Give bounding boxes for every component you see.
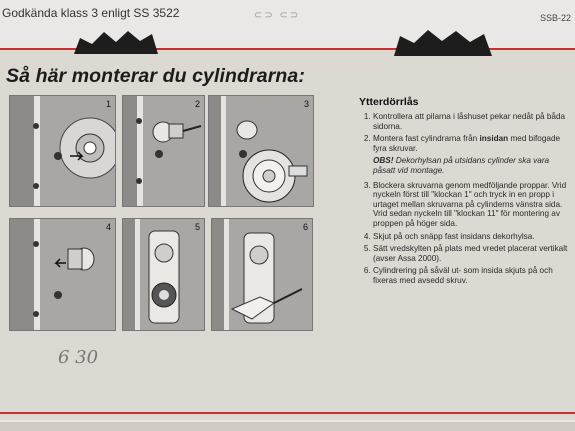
step-panel-3	[208, 95, 314, 207]
left-tab-shape	[74, 28, 158, 54]
step-panel-4	[9, 218, 116, 331]
panel-number: 1	[105, 99, 111, 109]
panel-number: 3	[303, 99, 309, 109]
instruction-step: 2. Montera fast cylindrarna från insidan med bifogade fyra skruvar.	[373, 134, 569, 153]
step-panel-1	[9, 95, 116, 207]
instruction-step: 3. Blockera skruvarna genom medföljande proppar. Vrid nyckeln först till "klockan 1" och tryck in en propp i urtaget mellan skruvarna på cylinderns vänstra sida. Vrid sedan nyckeln till "klockan 11" för montering av proppen på höger sida.	[373, 181, 569, 229]
bottom-edge	[0, 422, 575, 431]
step-panel-6	[211, 218, 313, 331]
panel-number: 6	[302, 222, 308, 232]
cylinder-illustration-4	[10, 219, 115, 330]
instruction-list	[359, 112, 569, 153]
panel-number: 4	[105, 222, 111, 232]
cylinder-illustration-5	[123, 219, 204, 330]
instruction-step: 6. Cylindrering på såväl ut- som insida skjuts på och fixeras med avsedd skruv.	[373, 266, 569, 285]
step-panel-2	[122, 95, 205, 207]
instruction-step: 5. Sätt vredskylten på plats med vredet placerat vertikalt (avser Assa 2000).	[373, 244, 569, 263]
product-code: SSB-22	[539, 13, 571, 23]
cylinder-illustration-3	[209, 96, 313, 206]
cylinder-illustration-6	[212, 219, 312, 330]
instruction-step: 4. Skjut på och snäpp fast insidans dekorhylsa.	[373, 232, 569, 242]
panel-number: 5	[194, 222, 200, 232]
instruction-step: 1. Kontrollera att pilarna i låshuset pekar nedåt på båda sidorna.	[373, 112, 569, 131]
panel-number: 2	[194, 99, 200, 109]
cylinder-illustration-1	[10, 96, 115, 206]
bottom-red-line	[0, 412, 575, 414]
cylinder-illustration-2	[123, 96, 204, 206]
obs-note: OBS! Dekorhylsan på utsidans cylinder ska vara påsatt vid montage.	[373, 156, 550, 175]
handwritten-note: 6 30	[58, 347, 99, 368]
hanger-slot-icon: ⊂⊃ ⊂⊃	[254, 10, 301, 21]
step-panel-5	[122, 218, 205, 331]
approval-text: Godkända klass 3 enligt SS 3522	[2, 6, 180, 20]
right-tab-shape	[394, 28, 492, 56]
page-title: Så här monterar du cylindrarna:	[6, 65, 305, 87]
instructions-heading: Ytterdörrlås	[359, 96, 419, 108]
instruction-list-continued	[359, 181, 569, 286]
instructions	[359, 96, 569, 289]
